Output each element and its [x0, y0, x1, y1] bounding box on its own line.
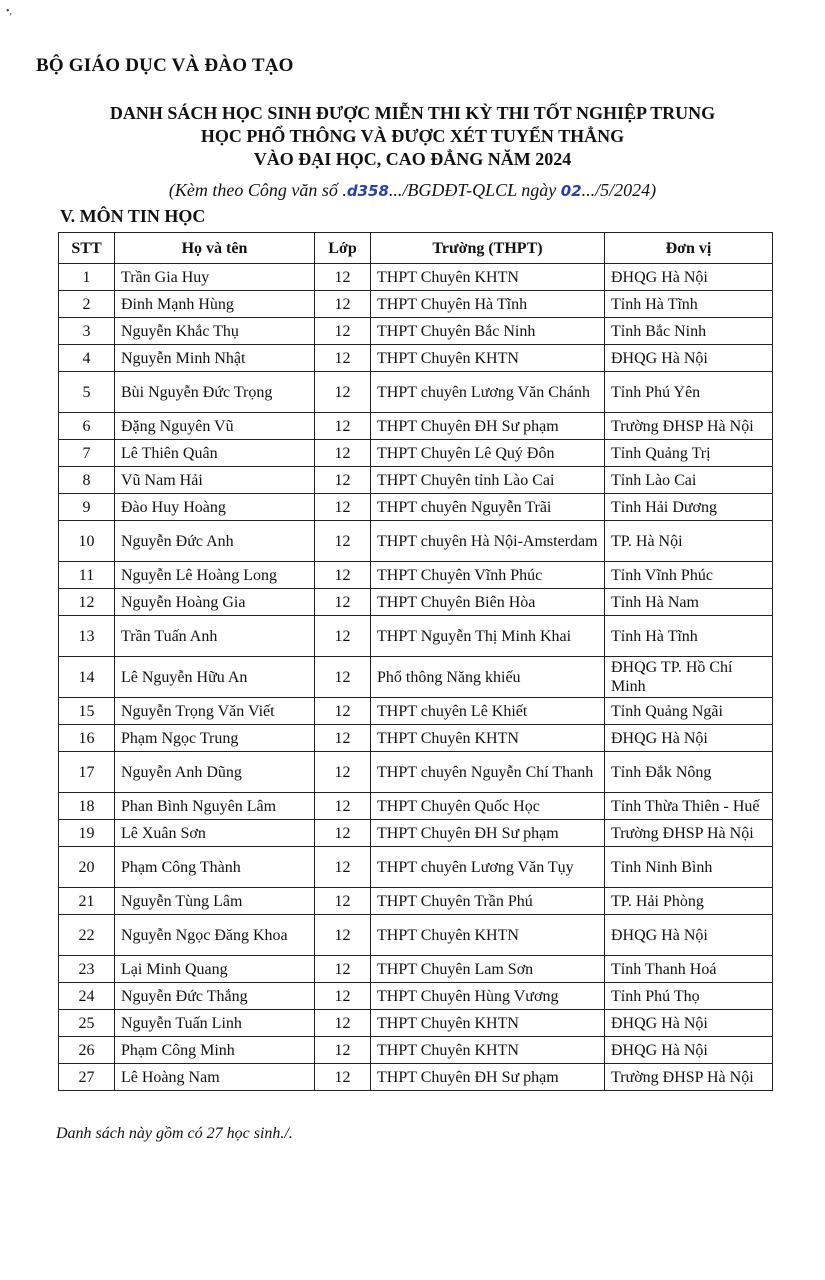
cell-stt: 23	[59, 956, 115, 983]
table-row	[59, 956, 773, 983]
cell-name: Lại Minh Quang	[115, 956, 315, 983]
cell-school: THPT Chuyên KHTN	[371, 1037, 605, 1064]
cell-school: THPT chuyên Lương Văn Tụy	[371, 847, 605, 888]
cell-name: Phạm Công Minh	[115, 1037, 315, 1064]
table-row	[59, 698, 773, 725]
cell-grade: 12	[315, 521, 371, 562]
table-header-row	[59, 233, 773, 264]
cell-stt: 25	[59, 1010, 115, 1037]
cell-grade: 12	[315, 440, 371, 467]
cell-grade: 12	[315, 494, 371, 521]
column-header-school: Trường (THPT)	[371, 233, 605, 264]
table-row	[59, 1010, 773, 1037]
cell-unit: Tỉnh Hà Tĩnh	[605, 616, 773, 657]
cell-grade: 12	[315, 589, 371, 616]
table-row	[59, 1037, 773, 1064]
handwritten-day: 02	[560, 182, 582, 200]
cell-name: Nguyễn Đức Anh	[115, 521, 315, 562]
table-body	[59, 264, 773, 1091]
cell-school: THPT Chuyên Vĩnh Phúc	[371, 562, 605, 589]
cell-stt: 12	[59, 589, 115, 616]
cell-unit: Tỉnh Bắc Ninh	[605, 318, 773, 345]
table-row	[59, 521, 773, 562]
cell-name: Lê Hoàng Nam	[115, 1064, 315, 1091]
cell-school: THPT Chuyên tỉnh Lào Cai	[371, 467, 605, 494]
reference-line	[40, 180, 785, 201]
cell-name: Nguyễn Hoàng Gia	[115, 589, 315, 616]
table-row	[59, 562, 773, 589]
cell-unit: Tỉnh Quảng Trị	[605, 440, 773, 467]
cell-grade: 12	[315, 657, 371, 698]
cell-unit: Tỉnh Lào Cai	[605, 467, 773, 494]
cell-name: Vũ Nam Hải	[115, 467, 315, 494]
cell-grade: 12	[315, 616, 371, 657]
cell-unit: Trường ĐHSP Hà Nội	[605, 820, 773, 847]
table-row	[59, 725, 773, 752]
cell-grade: 12	[315, 983, 371, 1010]
cell-unit: ĐHQG Hà Nội	[605, 1037, 773, 1064]
cell-stt: 13	[59, 616, 115, 657]
table-row	[59, 616, 773, 657]
cell-school: THPT Chuyên Lam Sơn	[371, 956, 605, 983]
cell-name: Phạm Công Thành	[115, 847, 315, 888]
cell-unit: Tỉnh Thừa Thiên - Huế	[605, 793, 773, 820]
cell-stt: 6	[59, 413, 115, 440]
cell-grade: 12	[315, 467, 371, 494]
cell-stt: 14	[59, 657, 115, 698]
cell-unit: Tỉnh Vĩnh Phúc	[605, 562, 773, 589]
cell-grade: 12	[315, 888, 371, 915]
cell-stt: 19	[59, 820, 115, 847]
cell-school: THPT Chuyên KHTN	[371, 915, 605, 956]
cell-name: Lê Nguyễn Hữu An	[115, 657, 315, 698]
cell-stt: 21	[59, 888, 115, 915]
cell-stt: 15	[59, 698, 115, 725]
cell-school: THPT Chuyên Trần Phú	[371, 888, 605, 915]
cell-name: Phạm Ngọc Trung	[115, 725, 315, 752]
table-row	[59, 915, 773, 956]
cell-stt: 27	[59, 1064, 115, 1091]
cell-unit: Tỉnh Hải Dương	[605, 494, 773, 521]
cell-school: THPT Chuyên ĐH Sư phạm	[371, 413, 605, 440]
cell-school: THPT Chuyên Lê Quý Đôn	[371, 440, 605, 467]
cell-stt: 2	[59, 291, 115, 318]
cell-school: THPT chuyên Hà Nội-Amsterdam	[371, 521, 605, 562]
cell-grade: 12	[315, 725, 371, 752]
table-row	[59, 793, 773, 820]
cell-name: Lê Xuân Sơn	[115, 820, 315, 847]
cell-name: Nguyễn Đức Thắng	[115, 983, 315, 1010]
reference-suffix: .../5/2024)	[581, 180, 657, 200]
table-row	[59, 264, 773, 291]
cell-name: Nguyễn Trọng Văn Viết	[115, 698, 315, 725]
cell-name: Nguyễn Minh Nhật	[115, 345, 315, 372]
cell-grade: 12	[315, 820, 371, 847]
cell-school: THPT Chuyên Biên Hòa	[371, 589, 605, 616]
cell-grade: 12	[315, 291, 371, 318]
cell-name: Phan Bình Nguyên Lâm	[115, 793, 315, 820]
table-row	[59, 345, 773, 372]
cell-grade: 12	[315, 562, 371, 589]
cell-school: THPT Chuyên Quốc Học	[371, 793, 605, 820]
table-row	[59, 318, 773, 345]
column-header-name: Họ và tên	[115, 233, 315, 264]
cell-unit: Tỉnh Phú Thọ	[605, 983, 773, 1010]
cell-stt: 3	[59, 318, 115, 345]
document-title-line-1: DANH SÁCH HỌC SINH ĐƯỢC MIỄN THI KỲ THI TỐT NGHIỆP TRUNG	[109, 103, 716, 123]
cell-grade: 12	[315, 752, 371, 793]
cell-grade: 12	[315, 915, 371, 956]
cell-school: THPT Chuyên Hà Tĩnh	[371, 291, 605, 318]
table-row	[59, 847, 773, 888]
cell-unit: TP. Hà Nội	[605, 521, 773, 562]
column-header-stt: STT	[59, 233, 115, 264]
cell-stt: 1	[59, 264, 115, 291]
cell-stt: 18	[59, 793, 115, 820]
cell-grade: 12	[315, 345, 371, 372]
cell-name: Nguyễn Anh Dũng	[115, 752, 315, 793]
cell-school: THPT Chuyên KHTN	[371, 725, 605, 752]
student-table	[58, 232, 773, 1091]
cell-school: THPT Chuyên ĐH Sư phạm	[371, 1064, 605, 1091]
table-row	[59, 440, 773, 467]
column-header-unit: Đơn vị	[605, 233, 773, 264]
cell-name: Đào Huy Hoàng	[115, 494, 315, 521]
cell-unit: ĐHQG Hà Nội	[605, 264, 773, 291]
table-row	[59, 372, 773, 413]
cell-name: Trần Gia Huy	[115, 264, 315, 291]
scan-mark: •,	[6, 6, 13, 17]
cell-school: THPT chuyên Nguyễn Trãi	[371, 494, 605, 521]
cell-grade: 12	[315, 698, 371, 725]
column-header-grade: Lớp	[315, 233, 371, 264]
table-row	[59, 1064, 773, 1091]
cell-grade: 12	[315, 264, 371, 291]
cell-school: THPT chuyên Nguyễn Chí Thanh	[371, 752, 605, 793]
cell-stt: 17	[59, 752, 115, 793]
cell-unit: ĐHQG Hà Nội	[605, 915, 773, 956]
cell-unit: ĐHQG Hà Nội	[605, 1010, 773, 1037]
table-row	[59, 888, 773, 915]
document-title-line-3: VÀO ĐẠI HỌC, CAO ĐẲNG NĂM 2024	[253, 149, 572, 169]
cell-stt: 8	[59, 467, 115, 494]
cell-stt: 4	[59, 345, 115, 372]
cell-unit: Tỉnh Ninh Bình	[605, 847, 773, 888]
cell-name: Trần Tuấn Anh	[115, 616, 315, 657]
cell-grade: 12	[315, 372, 371, 413]
cell-grade: 12	[315, 1064, 371, 1091]
cell-unit: Tỉnh Phú Yên	[605, 372, 773, 413]
table-row	[59, 413, 773, 440]
cell-unit: Trường ĐHSP Hà Nội	[605, 413, 773, 440]
table-row	[59, 291, 773, 318]
table-row	[59, 820, 773, 847]
document-title-line-2: HỌC PHỔ THÔNG VÀ ĐƯỢC XÉT TUYỂN THẲNG	[200, 126, 625, 146]
table-row	[59, 657, 773, 698]
cell-stt: 11	[59, 562, 115, 589]
cell-unit: Tỉnh Hà Nam	[605, 589, 773, 616]
cell-school: THPT chuyên Lương Văn Chánh	[371, 372, 605, 413]
cell-school: THPT chuyên Lê Khiết	[371, 698, 605, 725]
cell-name: Đinh Mạnh Hùng	[115, 291, 315, 318]
cell-unit: ĐHQG TP. Hồ Chí Minh	[605, 657, 773, 698]
cell-unit: TP. Hải Phòng	[605, 888, 773, 915]
table-row	[59, 983, 773, 1010]
cell-name: Bùi Nguyễn Đức Trọng	[115, 372, 315, 413]
reference-prefix: (Kèm theo Công văn số .	[168, 180, 347, 200]
cell-unit: Tỉnh Quảng Ngãi	[605, 698, 773, 725]
cell-name: Lê Thiên Quân	[115, 440, 315, 467]
cell-name: Đặng Nguyên Vũ	[115, 413, 315, 440]
cell-name: Nguyễn Tuấn Linh	[115, 1010, 315, 1037]
cell-stt: 9	[59, 494, 115, 521]
cell-grade: 12	[315, 847, 371, 888]
cell-stt: 5	[59, 372, 115, 413]
cell-school: THPT Chuyên Bắc Ninh	[371, 318, 605, 345]
section-title: V. MÔN TIN HỌC	[60, 206, 206, 226]
cell-stt: 16	[59, 725, 115, 752]
cell-name: Nguyễn Ngọc Đăng Khoa	[115, 915, 315, 956]
cell-stt: 26	[59, 1037, 115, 1064]
cell-unit: Trường ĐHSP Hà Nội	[605, 1064, 773, 1091]
cell-unit: Tỉnh Đắk Nông	[605, 752, 773, 793]
cell-grade: 12	[315, 793, 371, 820]
cell-unit: Tỉnh Thanh Hoá	[605, 956, 773, 983]
table-row	[59, 752, 773, 793]
cell-school: THPT Chuyên ĐH Sư phạm	[371, 820, 605, 847]
cell-school: Phổ thông Năng khiếu	[371, 657, 605, 698]
footer-note: Danh sách này gồm có 27 học sinh./.	[56, 1125, 293, 1142]
reference-middle: .../BGDĐT-QLCL ngày	[388, 180, 561, 200]
table-row	[59, 589, 773, 616]
cell-name: Nguyễn Lê Hoàng Long	[115, 562, 315, 589]
cell-stt: 10	[59, 521, 115, 562]
cell-school: THPT Chuyên Hùng Vương	[371, 983, 605, 1010]
cell-stt: 24	[59, 983, 115, 1010]
cell-unit: ĐHQG Hà Nội	[605, 345, 773, 372]
cell-grade: 12	[315, 318, 371, 345]
cell-school: THPT Chuyên KHTN	[371, 264, 605, 291]
handwritten-document-number: d358	[346, 182, 389, 200]
cell-grade: 12	[315, 1037, 371, 1064]
cell-unit: Tỉnh Hà Tĩnh	[605, 291, 773, 318]
cell-grade: 12	[315, 956, 371, 983]
cell-stt: 7	[59, 440, 115, 467]
ministry-name: BỘ GIÁO DỤC VÀ ĐÀO TẠO	[36, 55, 294, 76]
cell-unit: ĐHQG Hà Nội	[605, 725, 773, 752]
cell-name: Nguyễn Tùng Lâm	[115, 888, 315, 915]
cell-school: THPT Nguyễn Thị Minh Khai	[371, 616, 605, 657]
table-row	[59, 467, 773, 494]
cell-name: Nguyễn Khắc Thụ	[115, 318, 315, 345]
cell-school: THPT Chuyên KHTN	[371, 1010, 605, 1037]
cell-stt: 20	[59, 847, 115, 888]
cell-school: THPT Chuyên KHTN	[371, 345, 605, 372]
cell-stt: 22	[59, 915, 115, 956]
table-row	[59, 494, 773, 521]
cell-grade: 12	[315, 1010, 371, 1037]
cell-grade: 12	[315, 413, 371, 440]
